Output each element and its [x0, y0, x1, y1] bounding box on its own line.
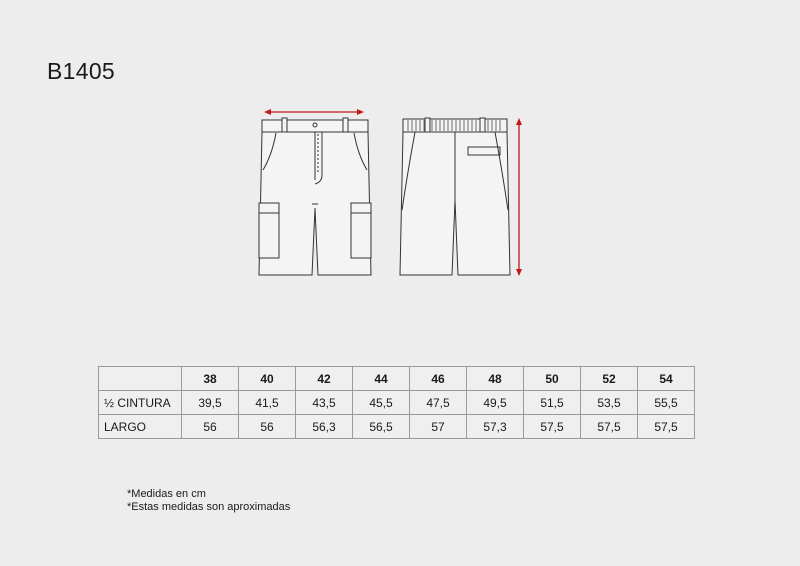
measurement-notes — [127, 488, 290, 514]
measurement-cell: 57,3 — [467, 415, 524, 439]
measurement-cell: 57 — [410, 415, 467, 439]
measurement-cell: 45,5 — [353, 391, 410, 415]
size-measurement-table — [98, 366, 695, 439]
measurement-cell: 41,5 — [239, 391, 296, 415]
measurement-cell: 51,5 — [524, 391, 581, 415]
measurement-cell: 57,5 — [524, 415, 581, 439]
size-header: 44 — [353, 367, 410, 391]
measurement-cell: 55,5 — [638, 391, 695, 415]
note-units: *Medidas en cm — [127, 488, 206, 500]
measurement-cell: 47,5 — [410, 391, 467, 415]
table-row — [99, 415, 695, 439]
row-label: LARGO — [99, 415, 182, 439]
table-row — [99, 391, 695, 415]
shorts-back-view — [400, 118, 510, 275]
table-corner-cell — [99, 367, 182, 391]
size-header: 54 — [638, 367, 695, 391]
size-header: 50 — [524, 367, 581, 391]
size-header: 40 — [239, 367, 296, 391]
size-header: 46 — [410, 367, 467, 391]
measurement-cell: 57,5 — [581, 415, 638, 439]
note-approximate: *Estas medidas son aproximadas — [127, 501, 291, 513]
measurement-cell: 56,3 — [296, 415, 353, 439]
table-header-row — [99, 367, 695, 391]
measurement-cell: 43,5 — [296, 391, 353, 415]
waist-measure-arrow — [264, 109, 364, 115]
shorts-technical-drawing — [240, 100, 540, 290]
row-label: ½ CINTURA — [99, 391, 182, 415]
measurement-cell: 39,5 — [182, 391, 239, 415]
size-header: 48 — [467, 367, 524, 391]
measurement-cell: 57,5 — [638, 415, 695, 439]
measurement-cell: 56 — [182, 415, 239, 439]
shorts-front-view — [259, 109, 371, 275]
product-code-title: B1405 — [47, 58, 116, 84]
measurement-cell: 56 — [239, 415, 296, 439]
measurement-cell: 49,5 — [467, 391, 524, 415]
size-header: 52 — [581, 367, 638, 391]
measurement-cell: 53,5 — [581, 391, 638, 415]
length-measure-arrow — [516, 118, 522, 276]
measurement-cell: 56,5 — [353, 415, 410, 439]
size-header: 38 — [182, 367, 239, 391]
size-header: 42 — [296, 367, 353, 391]
